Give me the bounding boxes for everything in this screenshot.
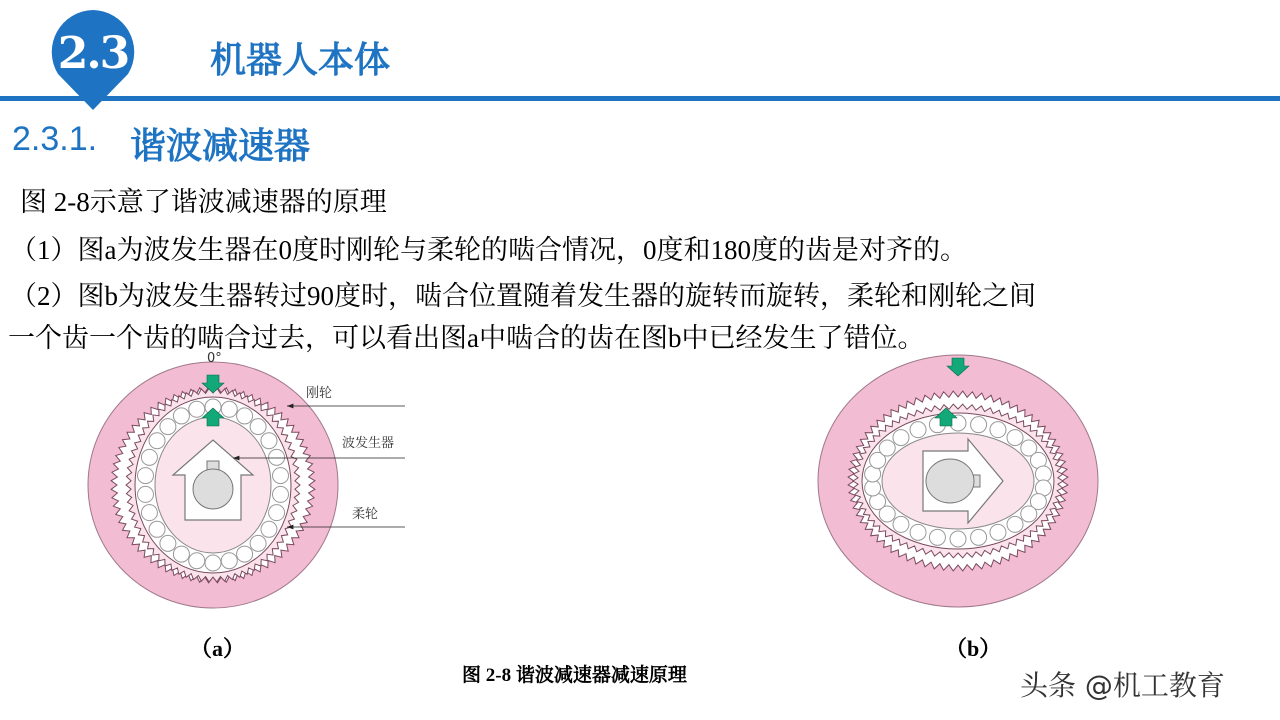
bearing-ball bbox=[205, 555, 221, 571]
bearing-ball bbox=[173, 546, 189, 562]
bearing-ball bbox=[221, 553, 237, 569]
bearing-ball bbox=[269, 449, 285, 465]
figure-caption: 图 2-8 谐波减速器减速原理 bbox=[462, 665, 687, 686]
watermark: 头条 @机工教育 bbox=[1020, 669, 1225, 702]
bearing-ball bbox=[237, 546, 253, 562]
bearing-ball bbox=[189, 553, 205, 569]
bearing-ball bbox=[221, 401, 237, 417]
paragraph-2-cont: 一个齿一个齿的啮合过去，可以看出图a中啮合的齿在图b中已经发生了错位。 bbox=[8, 323, 925, 353]
bearing-ball bbox=[261, 521, 277, 537]
bearing-ball bbox=[910, 524, 926, 540]
angle-label: 0° bbox=[207, 351, 222, 366]
bearing-ball bbox=[189, 401, 205, 417]
paragraph-2: （2）图b为波发生器转过90度时，啮合位置随着发生器的旋转而旋转，柔轮和刚轮之间 bbox=[10, 281, 1036, 311]
bearing-ball bbox=[137, 486, 153, 502]
shaft-icon bbox=[926, 459, 974, 503]
caption-a: （a） bbox=[190, 636, 246, 661]
bearing-ball bbox=[990, 422, 1006, 438]
section-badge: 2.3 bbox=[57, 28, 129, 79]
bearing-ball bbox=[250, 419, 266, 435]
paragraph-intro: 图 2-8示意了谐波减速器的原理 bbox=[20, 187, 387, 217]
bearing-ball bbox=[990, 524, 1006, 540]
bearing-ball bbox=[893, 430, 909, 446]
bearing-ball bbox=[160, 535, 176, 551]
harmonic-drive-diagrams bbox=[0, 340, 1280, 640]
bearing-ball bbox=[893, 516, 909, 532]
label-rigid-wheel: 刚轮 bbox=[306, 386, 333, 401]
header-rule bbox=[0, 96, 1280, 101]
bearing-ball bbox=[971, 529, 987, 545]
diagram-a bbox=[88, 362, 338, 608]
bearing-ball bbox=[173, 408, 189, 424]
bearing-ball bbox=[149, 521, 165, 537]
diagram-b bbox=[818, 355, 1098, 607]
page-title: 机器人本体 bbox=[210, 40, 391, 81]
paragraph-1: （1）图a为波发生器在0度时刚轮与柔轮的啮合情况，0度和180度的齿是对齐的。 bbox=[10, 235, 967, 265]
section-title: 谐波减速器 bbox=[130, 126, 311, 167]
shaft-icon bbox=[193, 469, 233, 509]
label-wave-generator: 波发生器 bbox=[342, 436, 395, 451]
bearing-ball bbox=[1007, 516, 1023, 532]
bearing-ball bbox=[237, 408, 253, 424]
bearing-ball bbox=[137, 468, 153, 484]
label-flex-wheel: 柔轮 bbox=[352, 507, 379, 522]
bearing-ball bbox=[141, 449, 157, 465]
bearing-ball bbox=[273, 486, 289, 502]
caption-b: （b） bbox=[945, 636, 1002, 661]
bearing-ball bbox=[879, 440, 895, 456]
bearing-ball bbox=[971, 417, 987, 433]
bearing-ball bbox=[250, 535, 266, 551]
bearing-ball bbox=[1021, 506, 1037, 522]
bearing-ball bbox=[269, 505, 285, 521]
bearing-ball bbox=[261, 433, 277, 449]
bearing-ball bbox=[950, 531, 966, 547]
bearing-ball bbox=[273, 468, 289, 484]
bearing-ball bbox=[929, 529, 945, 545]
bearing-ball bbox=[149, 433, 165, 449]
section-number: 2.3.1. bbox=[12, 120, 98, 158]
bearing-ball bbox=[910, 422, 926, 438]
bearing-ball bbox=[141, 505, 157, 521]
bearing-ball bbox=[160, 419, 176, 435]
bearing-ball bbox=[1007, 430, 1023, 446]
